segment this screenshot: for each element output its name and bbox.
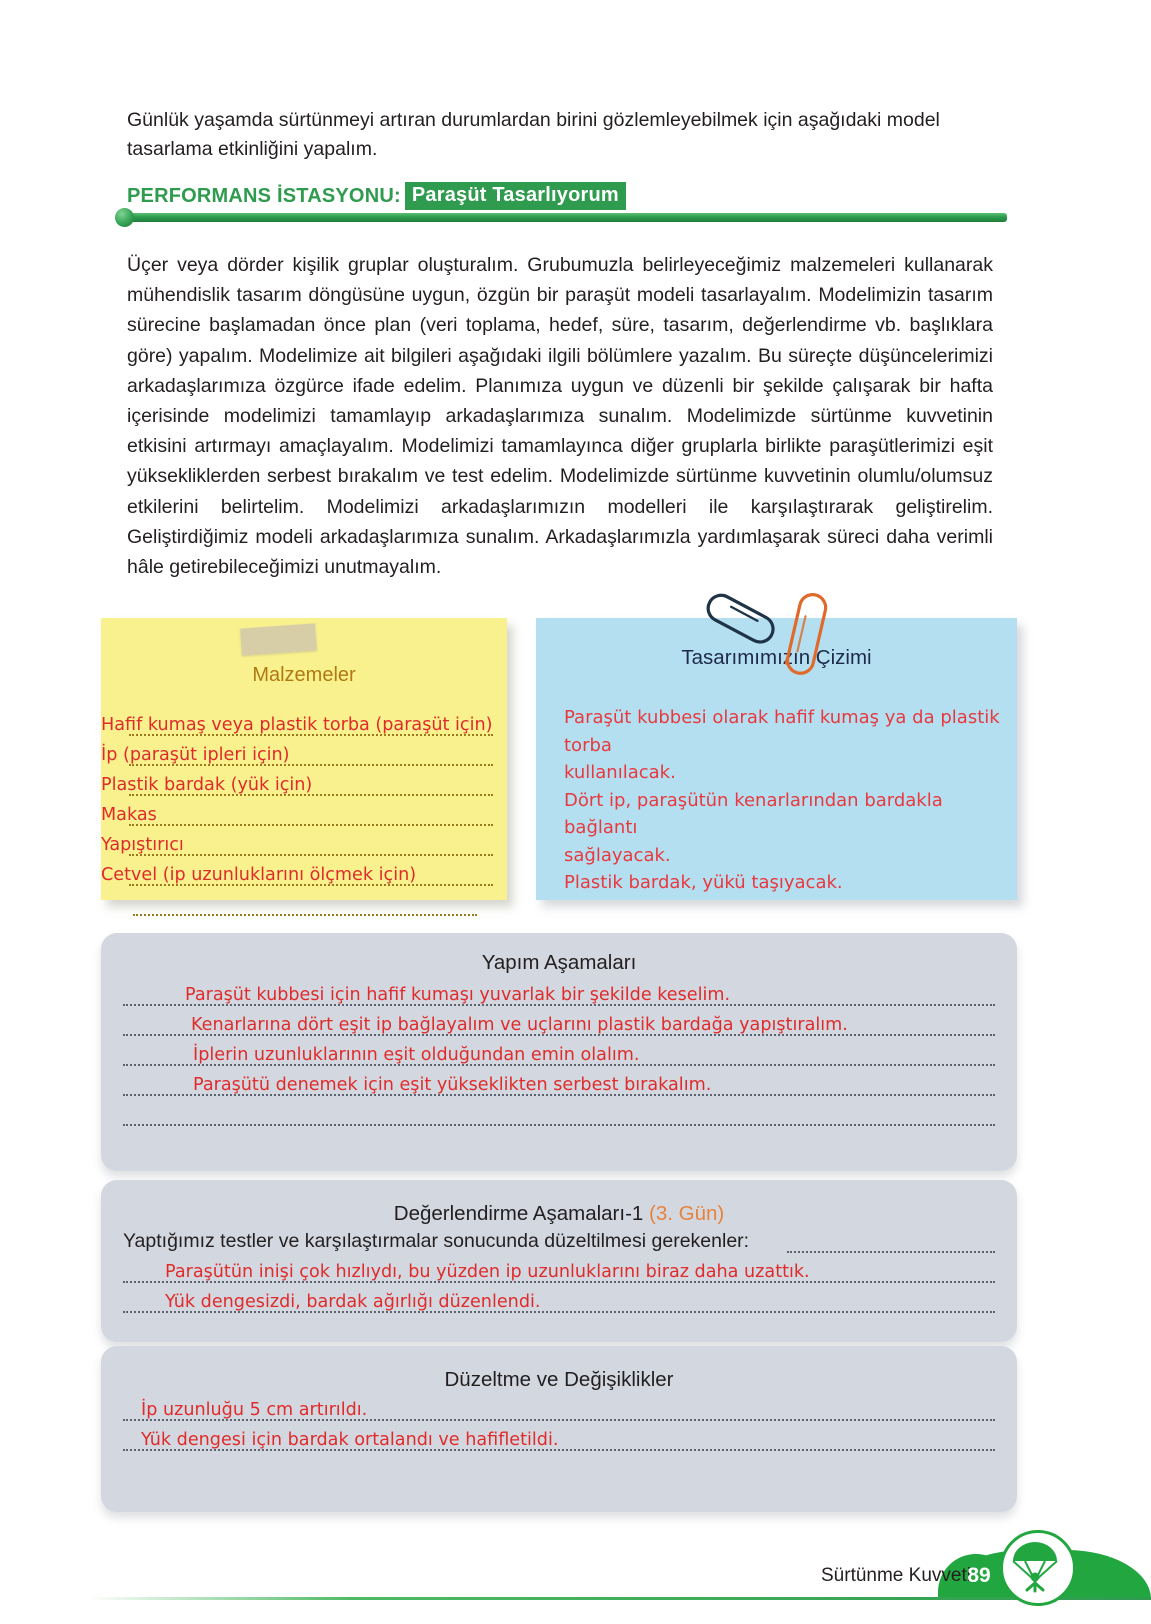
notes-row [0, 590, 1151, 920]
build-stages-panel [101, 933, 1017, 1171]
design-line: kullanılacak. [564, 762, 676, 783]
performance-station-header [127, 182, 1007, 230]
revision-title: Düzeltme ve Değişiklikler [444, 1368, 674, 1391]
footer-rule-line [88, 1597, 1151, 1600]
evaluation-prompt-row [123, 1230, 995, 1260]
list-item [101, 743, 507, 773]
design-line: Paraşüt kubbesi olarak hafif kumaş ya da plastik torba [564, 707, 1000, 756]
materials-list [101, 713, 507, 923]
performance-chip: Paraşüt Tasarlıyorum [405, 182, 626, 210]
build-stages-title: Yapım Aşamaları [481, 951, 637, 974]
build-step-text: Paraşüt kubbesi için hafif kumaşı yuvarlak bir şekilde keselim. [185, 985, 731, 1005]
evaluation-title [101, 1202, 1017, 1226]
list-item [123, 1013, 995, 1043]
evaluation-panel [101, 1180, 1017, 1342]
page-number: 89 [967, 1564, 991, 1587]
design-line: Dört ip, paraşütün kenarlarından bardakla bağlantı [564, 789, 943, 838]
evaluation-entry: Yük dengesizdi, bardak ağırlığı düzenlendi. [165, 1292, 541, 1312]
tape-strip-icon [240, 623, 317, 655]
materials-note [101, 618, 507, 900]
performance-label: PERFORMANS İSTASYONU: [127, 184, 401, 207]
material-text: Plastik bardak (yük için) [101, 775, 313, 795]
revision-panel [101, 1346, 1017, 1512]
material-text: Cetvel (ip uzunluklarını ölçmek için) [101, 865, 417, 885]
evaluation-prompt: Yaptığımız testler ve karşılaştırmalar sonucunda düzeltilmesi gerekenler: [123, 1230, 750, 1252]
evaluation-entry: Paraşütün inişi çok hızlıydı, bu yüzden ip uzunluklarını biraz daha uzattık. [165, 1262, 810, 1282]
list-item [101, 893, 507, 923]
paperclip-orange-icon [772, 577, 842, 687]
revision-entry: İp uzunluğu 5 cm artırıldı. [141, 1400, 368, 1420]
design-note-title: Tasarımımızın Çizimi [681, 646, 872, 669]
design-note-lines [564, 704, 1004, 897]
revision-entry: Yük dengesi için bardak ortalandı ve hafifletildi. [141, 1430, 559, 1450]
intro-paragraph: Günlük yaşamda sürtünmeyi artıran durumlardan birini gözlemleyebilmek için aşağıdaki model tasarlama etkinliğini yapalım. [127, 109, 940, 160]
header-green-bar [127, 213, 1007, 222]
build-step-text: Kenarlarına dört eşit ip bağlayalım ve uçlarını plastik bardağa yapıştıralım. [191, 1015, 848, 1035]
dotted-line [129, 824, 493, 826]
materials-note-title: Malzemeler [252, 664, 356, 686]
dotted-line [133, 914, 477, 916]
activity-description: Üçer veya dörder kişilik gruplar oluşturalım. Grubumuzla belirleyeceğimiz malzemeleri kullanarak mühendislik tasarım döngüsüne uygun, özgün bir paraşüt modeli tasarlayalım. Modelimizin tasarım sürecine başlamadan önce plan (veri toplama, hedef, süre, tasarım, değerlendirme vb. başlıklara göre) yapalım. Modelimize ait bilgileri aşağıdaki ilgili bölümlere yazalım. Bu süreçte düşüncelerimizi arkadaşlarımıza özgürce ifade edelim. Planımıza uygun ve düzenli bir şekilde çalışarak bir hafta içerisinde modelimizi tamamlayıp arkadaşlarımıza sunalım. Modelimizde sürtünme kuvvetinin etkisini artırmayı amaçlayalım. Modelimizi tamamlayınca diğer gruplarla birlikte paraşütlerimizi eşit yüksekliklerden serbest bırakalım ve test edelim. Modelimizde sürtünme kuvvetinin olumlu/olumsuz etkilerini belirtelim. Modelimizi arkadaşlarımızın modelleri ile karşılaştırarak geliştirelim. Geliştirdiğimiz modeli arkadaşlarımıza sunalım. Arkadaşlarımızla yardımlaşarak süreci daha verimli hâle getirebileceğimizi unutmayalım. [127, 254, 993, 579]
list-item [101, 803, 507, 833]
list-item [123, 983, 995, 1013]
list-item [123, 1428, 995, 1458]
list-item [101, 863, 507, 893]
footer-chapter-name: Sürtünme Kuvveti [821, 1565, 971, 1586]
evaluation-day-badge: (3. Gün) [649, 1202, 725, 1225]
dotted-line [787, 1251, 995, 1253]
parachute-logo-icon [1000, 1530, 1076, 1606]
list-item [123, 1043, 995, 1073]
list-item [101, 773, 507, 803]
list-item [123, 1290, 995, 1320]
design-line: sağlayacak. [564, 844, 671, 866]
list-item [101, 713, 507, 743]
list-item [123, 1103, 995, 1133]
list-item [123, 1398, 995, 1428]
list-item [123, 1260, 995, 1290]
header-bullet-dot-icon [115, 208, 134, 227]
page-footer [0, 1512, 1151, 1624]
material-text: Yapıştırıcı [101, 835, 184, 855]
design-line: Plastik bardak, yükü taşıyacak. [564, 872, 843, 893]
evaluation-title-text: Değerlendirme Aşamaları-1 [393, 1202, 644, 1225]
list-item [123, 1073, 995, 1103]
performance-title-row [127, 182, 1007, 210]
build-step-text: İplerin uzunluklarının eşit olduğundan emin olalım. [193, 1045, 640, 1065]
material-text: Makas [101, 805, 157, 825]
dotted-line [123, 1124, 995, 1126]
material-text: İp (paraşüt ipleri için) [101, 745, 290, 765]
build-step-text: Paraşütü denemek için eşit yükseklikten serbest bırakalım. [193, 1075, 712, 1095]
material-text: Hafif kumaş veya plastik torba (paraşüt için) [101, 715, 493, 735]
list-item [101, 833, 507, 863]
